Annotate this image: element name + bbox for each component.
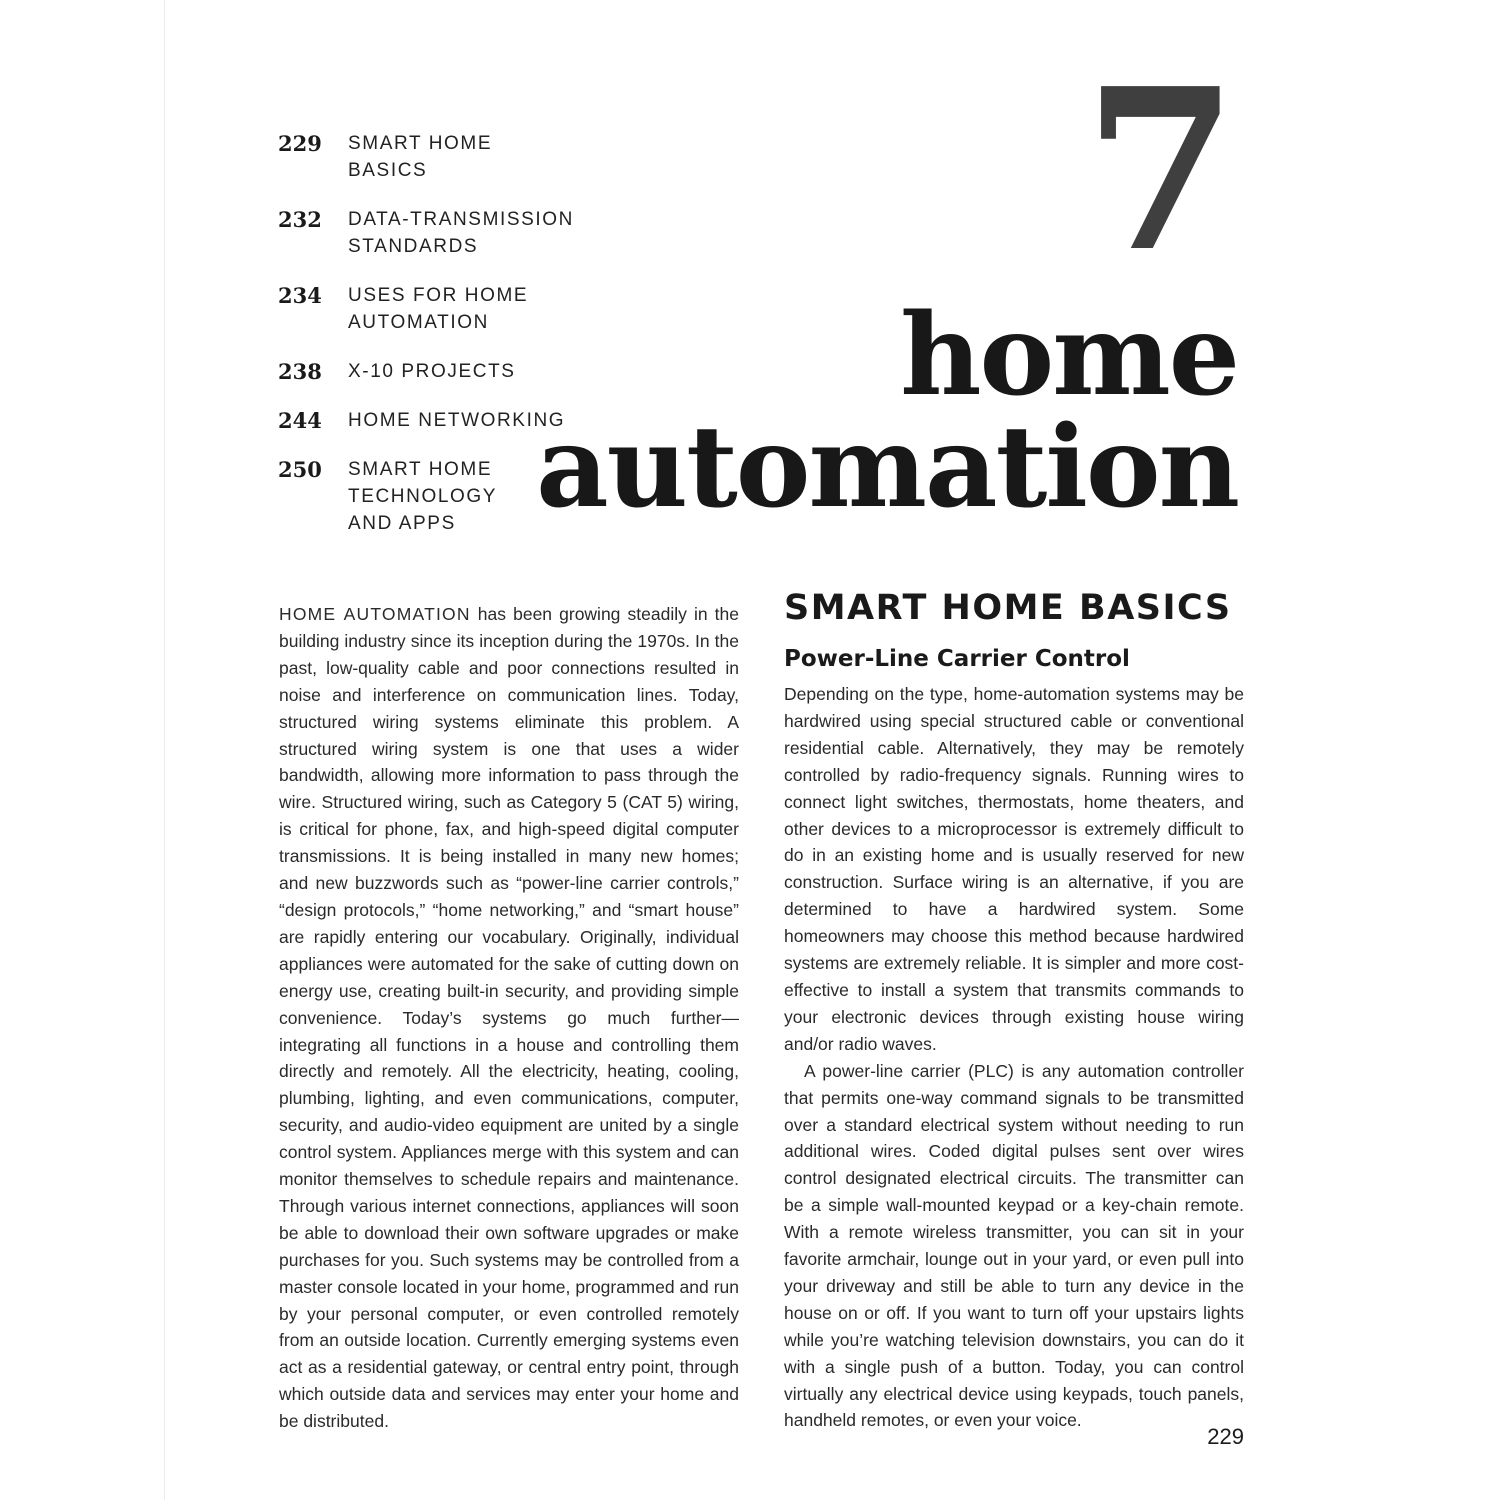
- toc-page-number: 250: [278, 457, 322, 482]
- toc-entry[interactable]: [278, 407, 578, 434]
- toc-label: X-10 PROJECTS: [348, 361, 516, 382]
- intro-column: [279, 601, 739, 1435]
- toc-page-number: 244: [278, 408, 322, 433]
- chapter-title: home automation: [536, 290, 1238, 533]
- toc-label: DATA-TRANSMISSION STANDARDS: [348, 209, 575, 257]
- chapter-number: 7: [1083, 41, 1238, 301]
- toc-entry[interactable]: [278, 358, 578, 385]
- toc-entry[interactable]: [278, 456, 578, 537]
- body-paragraph: A power-line carrier (PLC) is any automation controller that permits one-way command signals to be transmitted over a standard electrical system without needing to run additional wires. Coded digital pulses sent over wires control designated electrical circuits. The transmitter can be a simple wall-mounted keypad or a key-chain remote. With a remote wireless transmitter, you can sit in your favorite armchair, lounge out in your yard, or even pull into your driveway and still be able to turn any device in the house on or off. If you want to turn off your upstairs lights while you’re watching television downstairs, you can do it with a single push of a button. Today, you can control virtually any electrical device using keypads, touch panels, handheld remotes, or even your voice.: [784, 1060, 1244, 1431]
- chapter-contents-list: [278, 130, 578, 559]
- toc-page-number: 232: [278, 207, 322, 232]
- page-gutter-line: [164, 0, 165, 1500]
- toc-label: HOME NETWORKING: [348, 410, 566, 431]
- toc-entry[interactable]: [278, 206, 578, 260]
- intro-lead-in: HOME AUTOMATION: [279, 604, 471, 624]
- toc-page-number: 234: [278, 283, 322, 308]
- page-number: 229: [1207, 1424, 1244, 1449]
- toc-entry[interactable]: [278, 130, 578, 184]
- section-heading: SMART HOME BASICS: [784, 588, 1232, 628]
- toc-page-number: 238: [278, 359, 322, 384]
- toc-label: USES FOR HOME AUTOMATION: [348, 285, 529, 333]
- subsection-heading: Power-Line Carrier Control: [784, 646, 1130, 672]
- toc-label: SMART HOME TECHNOLOGY AND APPS: [348, 459, 498, 534]
- body-paragraph: Depending on the type, home-automation systems may be hardwired using special structured cable or conventional residential cable. Alternatively, they may be remotely controlled by radio-frequency signals. Running wires to connect light switches, thermostats, home theaters, and other devices to a microprocessor is extremely difficult to do in an existing home and is usually reserved for new construction. Surface wiring is an alternative, if you are determined to have a hardwired system. Some homeowners may choose this method because hardwired systems are extremely reliable. It is simpler and more cost-effective to install a system that transmits commands to your electronic devices through existing house wiring and/or radio waves.: [784, 684, 1244, 1054]
- section-body-column: [784, 681, 1244, 1434]
- intro-text: has been growing steadily in the building industry since its inception during the 1970s. In the past, low-quality cable and poor connections resulted in noise and interference on communication lines. Today, structured wiring systems eliminate this problem. A structured wiring system is one that uses a wider bandwidth, allowing more information to pass through the wire. Structured wiring, such as Category 5 (CAT 5) wiring, is critical for phone, fax, and high-speed digital computer transmissions. It is being installed in many new homes; and new buzzwords such as “power-line carrier controls,” “design protocols,” “home networking,” and “smart house” are rapidly entering our vocabulary. Originally, individual appliances were automated for the sake of cutting down on energy use, creating built-in security, and providing simple convenience. Today’s systems go much further—integrating all functions in a house and controlling them directly and remotely. All the electricity, heating, cooling, plumbing, lighting, and even communications, computer, security, and audio-video equipment are united by a single control system. Appliances merge with this system and can monitor themselves to schedule repairs and maintenance. Through various internet connections, appliances will soon be able to download their own software upgrades or make purchases for you. Such systems may be controlled from a master console located in your home, programmed and run by your personal computer, or even controlled remotely from an outside location. Currently emerging systems even act as a residential gateway, or central entry point, through which outside data and services may enter your home and be distributed.: [279, 604, 739, 1432]
- intro-paragraph: [279, 601, 739, 1435]
- toc-label: SMART HOME BASICS: [348, 133, 493, 181]
- toc-page-number: 229: [278, 131, 322, 156]
- toc-entry[interactable]: [278, 282, 578, 336]
